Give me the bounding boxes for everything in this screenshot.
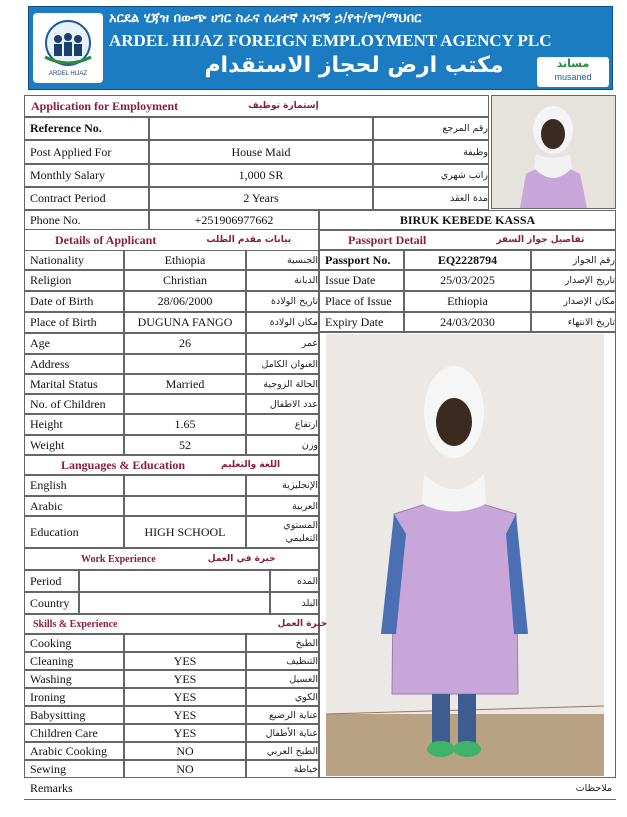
applicant-row-label-ar: ارتفاع [246, 414, 319, 435]
skill-row-value: YES [124, 706, 246, 724]
skill-row-value: YES [124, 688, 246, 706]
applicant-section-title: Details of Applicant [55, 232, 157, 247]
applicant-row-value [124, 354, 246, 374]
language-row-label: Education [24, 516, 124, 548]
applicant-row-label: Address [24, 354, 124, 374]
skill-row-label: Arabic Cooking [24, 742, 124, 760]
skill-row-label-ar: عناية الرضيع [246, 706, 319, 724]
applicant-full-body-photo [326, 334, 604, 776]
skill-row-value: YES [124, 670, 246, 688]
applicant-row-value: 1.65 [124, 414, 246, 435]
language-row-label-ar: المستوي التعليمي [246, 516, 319, 548]
language-row-value [124, 496, 246, 516]
passport-row-label-ar: تاريخ الانتهاء [531, 312, 616, 332]
languages-section-title: Languages & Education [61, 457, 186, 472]
applicant-row-label: Height [24, 414, 124, 435]
phone-label: Phone No. [24, 210, 149, 230]
applicant-row-label-ar: الديانة [246, 270, 319, 291]
passport-row-label: Expiry Date [319, 312, 404, 332]
skill-row-label-ar: الطبخ [246, 634, 319, 652]
application-row-value: 1,000 SR [149, 164, 373, 187]
applicant-row-label: Religion [24, 270, 124, 291]
application-row-label-ar: وظيفة [373, 140, 489, 164]
skill-row-label: Sewing [24, 760, 124, 778]
skills-section-header [24, 614, 328, 634]
language-row-value [124, 475, 246, 496]
applicant-section-header [24, 230, 319, 250]
applicant-row-label-ar: عمر [246, 333, 319, 354]
application-row-label-ar: مدة العقد [373, 187, 489, 210]
applicant-row-label-ar: عدد الاطفال [246, 394, 319, 414]
applicant-row-label-ar: الحالة الزوجية [246, 374, 319, 394]
applicant-row-label-ar: العنوان الكامل [246, 354, 319, 374]
work-row-label-ar: البلد [270, 592, 319, 614]
work-row-label: Period [24, 570, 79, 592]
work-row-value [79, 570, 270, 592]
skill-row-label: Ironing [24, 688, 124, 706]
language-row-label: English [24, 475, 124, 496]
passport-row-label-ar: رقم الجواز [531, 250, 616, 270]
musaned-arabic: مساند [556, 57, 590, 70]
applicant-row-value: 52 [124, 435, 246, 455]
work-section-header [24, 548, 319, 570]
applicant-full-name: BIRUK KEBEDE KASSA [319, 210, 616, 230]
remarks-row [24, 778, 616, 800]
application-row-label-ar: راتب شهري [373, 164, 489, 187]
application-title-row [24, 95, 489, 117]
skill-row-label: Cleaning [24, 652, 124, 670]
passport-row-label-ar: تاريخ الإصدار [531, 270, 616, 291]
skill-row-value: NO [124, 760, 246, 778]
languages-section-header [24, 455, 319, 475]
applicant-section-title-ar: بيانات مقدم الطلب [206, 235, 292, 245]
passport-row-label: Issue Date [319, 270, 404, 291]
application-title-ar: إستمارة توظيف [248, 101, 319, 111]
passport-row-label: Place of Issue [319, 291, 404, 312]
application-row-label: Reference No. [24, 117, 149, 140]
passport-section-title-ar: تفاصيل جواز السفر [496, 235, 585, 245]
skill-row-label: Washing [24, 670, 124, 688]
application-row-label-ar: رقم المرجع [373, 117, 489, 140]
applicant-row-value [124, 394, 246, 414]
phone-value: +251906977662 [149, 210, 319, 230]
passport-row-value: EQ2228794 [404, 250, 531, 270]
work-row-label: Country [24, 592, 79, 614]
skill-row-value: NO [124, 742, 246, 760]
passport-section-title: Passport Detail [348, 232, 427, 247]
passport-row-label: Passport No. [319, 250, 404, 270]
skill-row-label-ar: عناية الأطفال [246, 724, 319, 742]
applicant-row-label: Date of Birth [24, 291, 124, 312]
skill-row-label-ar: الغسيل [246, 670, 319, 688]
applicant-row-value: 26 [124, 333, 246, 354]
passport-row-value: Ethiopia [404, 291, 531, 312]
work-row-label-ar: المده [270, 570, 319, 592]
passport-section-header [319, 230, 616, 250]
skill-row-label-ar: خياطة [246, 760, 319, 778]
applicant-row-label: Marital Status [24, 374, 124, 394]
remarks-label-ar: ملاحظات [575, 783, 612, 794]
skill-row-value [124, 634, 246, 652]
musaned-english: musaned [554, 72, 592, 82]
application-row-label: Monthly Salary [24, 164, 149, 187]
applicant-portrait-photo [491, 95, 616, 209]
applicant-row-label: Nationality [24, 250, 124, 270]
work-section-title: Work Experience [81, 553, 156, 565]
banner-amharic: አርደል ሂጃዝ በውጭ ሀገር ስራና ሰራተኛ አገናኝ ኃ/የተ/የግ/ማህበር [109, 11, 422, 26]
musaned-logo [537, 57, 609, 87]
applicant-row-label: No. of Children [24, 394, 124, 414]
language-row-label-ar: الإنجليزية [246, 475, 319, 496]
logo-caption: ARDEL HIJAZ [48, 71, 88, 77]
language-row-label-ar: العربية [246, 496, 319, 516]
applicant-row-value: 28/06/2000 [124, 291, 246, 312]
passport-row-label-ar: مكان الإصدار [531, 291, 616, 312]
application-row-value [149, 117, 373, 140]
skill-row-label: Cooking [24, 634, 124, 652]
work-section-title-ar: خبرة في العمل [207, 554, 276, 564]
languages-section-title-ar: اللغة والتعليم [221, 460, 281, 470]
skills-section-title: Skills & Experience [33, 618, 118, 630]
banner-arabic: مكتب ارض لحجاز الاستقدام [204, 53, 504, 78]
application-title: Application for Employment [31, 98, 179, 113]
application-row-label: Contract Period [24, 187, 149, 210]
applicant-row-label-ar: الجنسية [246, 250, 319, 270]
skill-row-label-ar: الكوي [246, 688, 319, 706]
agency-logo [33, 13, 103, 83]
skill-row-value: YES [124, 724, 246, 742]
application-row-value: House Maid [149, 140, 373, 164]
applicant-row-label: Age [24, 333, 124, 354]
skill-row-label-ar: الطبخ العربي [246, 742, 319, 760]
applicant-row-value: Ethiopia [124, 250, 246, 270]
remarks-label: Remarks [30, 781, 73, 795]
applicant-row-label-ar: تاريخ الولادة [246, 291, 319, 312]
applicant-row-value: Christian [124, 270, 246, 291]
application-row-value: 2 Years [149, 187, 373, 210]
applicant-row-value: DUGUNA FANGO [124, 312, 246, 333]
passport-row-value: 24/03/2030 [404, 312, 531, 332]
skill-row-label-ar: التنظيف [246, 652, 319, 670]
work-row-value [79, 592, 270, 614]
banner-english: ARDEL HIJAZ FOREIGN EMPLOYMENT AGENCY PLC [109, 31, 552, 50]
skills-section-title-ar: خبرة العمل [277, 619, 328, 629]
passport-row-value: 25/03/2025 [404, 270, 531, 291]
agency-banner [28, 6, 613, 90]
applicant-row-value: Married [124, 374, 246, 394]
applicant-row-label: Weight [24, 435, 124, 455]
application-row-label: Post Applied For [24, 140, 149, 164]
applicant-row-label: Place of Birth [24, 312, 124, 333]
skill-row-value: YES [124, 652, 246, 670]
skill-row-label: Babysitting [24, 706, 124, 724]
applicant-row-label-ar: مكان الولادة [246, 312, 319, 333]
language-row-label: Arabic [24, 496, 124, 516]
applicant-row-label-ar: وزن [246, 435, 319, 455]
language-row-value: HIGH SCHOOL [124, 516, 246, 548]
skill-row-label: Children Care [24, 724, 124, 742]
